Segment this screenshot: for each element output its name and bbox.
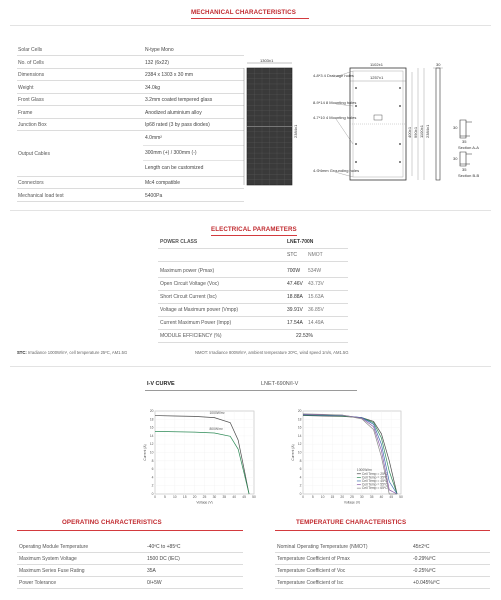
power-class-row: POWER CLASS LNET-700N — [158, 236, 348, 249]
electrical-title: ELECTRICAL PARAMETERS — [211, 226, 297, 233]
y-tick-label: 4 — [299, 475, 302, 480]
mech-row: Frame Anodized aluminium alloy — [17, 107, 244, 119]
ep-row: MODULE EFFICIENCY (%) 22.53% — [158, 330, 348, 343]
mech-row: No. of Cells 132 (6x22) — [17, 57, 244, 69]
y-tick-label: 4 — [151, 475, 154, 480]
dim-400: 400±1 — [407, 126, 412, 138]
x-axis-label: Voltage (V) — [343, 500, 361, 504]
iv-chart-irradiance — [143, 407, 258, 504]
dim-2384: 2384±1 — [425, 124, 430, 138]
cable-length: 300mm (+) / 300mm (-) — [145, 150, 197, 156]
y-tick-label: 20 — [149, 409, 154, 413]
mech-row: Solar Cells N-type Mono — [17, 44, 244, 56]
front-height-label: 2384±1 — [293, 124, 298, 138]
back-panel — [293, 62, 430, 180]
temp-row: Temperature Coefficient of Isc +0.045%/ºC — [275, 578, 490, 589]
temp-row: Temperature Coefficient of Voc -0.25%/ºC — [275, 566, 490, 577]
y-tick-label: 14 — [149, 433, 154, 438]
y-tick-label: 12 — [149, 442, 154, 447]
temp-row: Nominal Operating Temperature (NMOT) 45±2ºC — [275, 542, 490, 553]
x-tick-label: 35 — [222, 495, 227, 499]
operating-title-rule — [17, 530, 243, 531]
y-tick-label: 14 — [297, 433, 302, 438]
module-drawing — [240, 58, 490, 193]
x-tick-label: 25 — [202, 495, 207, 499]
svg-text:30: 30 — [453, 125, 458, 130]
y-tick-label: 16 — [297, 425, 302, 430]
y-tick-label: 6 — [151, 467, 154, 472]
iv-model: LNET-690N/I-V — [261, 381, 299, 387]
ep-row: Voltage at Maximum power (Vmpp) 39.91V 36.85V — [158, 304, 348, 317]
iv-header-rule — [145, 390, 357, 391]
mechanical-title: MECHANICAL CHARACTERISTICS — [191, 9, 296, 16]
x-tick-label: 5 — [163, 495, 166, 499]
y-tick-label: 6 — [299, 467, 302, 472]
mounting8-label: 8-9*14 8 Mounting holes — [313, 100, 357, 105]
x-tick-label: 0 — [302, 495, 304, 499]
mechanical-title-rule — [191, 18, 309, 19]
x-tick-label: 50 — [252, 495, 256, 499]
y-tick-label: 20 — [297, 409, 302, 413]
y-tick-label: 8 — [299, 458, 302, 463]
y-tick-label: 0 — [151, 492, 154, 496]
thickness-label: 30 — [436, 62, 441, 67]
ep-row: Maximum power (Pmax) 700W 534W — [158, 265, 348, 278]
y-tick-label: 10 — [297, 450, 302, 455]
op-row: Maximum Series Fuse Rating 35A — [17, 566, 243, 577]
temp-row: Temperature Coefficient of Pmax -0.29%/ºC — [275, 554, 490, 565]
stc-header-row: STC NMOT — [158, 249, 348, 262]
iv-chart-temperature — [291, 407, 405, 504]
x-tick-label: 25 — [350, 495, 354, 499]
section-b-label: Section B-B — [458, 173, 480, 178]
y-axis-label: Current (A) — [291, 444, 295, 461]
section-a-label: Section A-A — [458, 145, 479, 150]
series-label: 1000W/m² — [209, 411, 225, 416]
x-tick-label: 10 — [320, 495, 325, 499]
y-tick-label: 18 — [149, 417, 154, 422]
y-tick-label: 16 — [149, 425, 154, 430]
x-tick-label: 5 — [311, 495, 314, 499]
legend-header: 1000W/m² — [356, 467, 373, 472]
y-tick-label: 2 — [151, 483, 154, 488]
operating-title: OPERATING CHARACTERISTICS — [62, 519, 162, 526]
x-tick-label: 45 — [242, 495, 246, 499]
mech-row: Junction Box Ip68 rated (3 by pass diodes) — [17, 119, 244, 131]
y-axis-label: Current (A) — [143, 444, 147, 461]
y-tick-label: 0 — [299, 492, 302, 496]
mech-row: Dimensions 2384 x 1303 x 30 mm — [17, 69, 244, 81]
x-axis-label: Voltage (V) — [196, 500, 213, 504]
x-tick-label: 50 — [399, 495, 403, 499]
y-tick-label: 8 — [151, 458, 154, 463]
legend-entry: Cell Temp = 35ºC — [361, 475, 388, 480]
grounding-label: 4-Φ4mm Grounding holes — [313, 168, 360, 173]
x-tick-label: 0 — [154, 495, 156, 499]
dim-1100: 1100±1 — [419, 124, 424, 138]
front-panel — [244, 58, 292, 185]
section-a — [453, 120, 479, 150]
x-tick-label: 20 — [192, 495, 197, 499]
mech-row: Connectors Mc4 compatible — [17, 177, 244, 189]
x-tick-label: 30 — [212, 495, 217, 499]
y-tick-label: 18 — [297, 417, 302, 422]
x-tick-label: 15 — [330, 495, 335, 499]
stc-note: STC: Irradiance 1000W/m², cell temperature 25ºC, AM1.5G — [17, 350, 128, 355]
legend-entry: Cell Temp = 55ºC — [361, 482, 388, 487]
cable-note: Length can be customized — [145, 164, 204, 171]
x-tick-label: 45 — [389, 495, 394, 499]
front-width-label: 1303±1 — [260, 58, 274, 63]
cable-spec: 4.0mm² — [145, 134, 162, 141]
op-row: Power Tolerance 0/+5W — [17, 578, 243, 589]
svg-text:30: 30 — [453, 156, 458, 161]
inner-width-label: 1257±1 — [370, 75, 384, 80]
op-row: Maximum System Voltage 1500 DC (IEC) — [17, 554, 243, 565]
mounting4-label: 4-7*10 4 Mounting holes — [313, 115, 357, 120]
ep-row: Current Maximum Power (Impp) 17.54A 14.49A — [158, 317, 348, 330]
legend-entry: Cell Temp = 25ºC — [361, 471, 388, 476]
mech-divider — [10, 210, 491, 211]
nmot-note: NMOT: Irradiance 800W/m², ambient temperature 20ºC, wind speed 1m/s, AM1.5G — [195, 350, 349, 355]
drainage-label: 4-8*3 4 Drainage holes — [313, 73, 354, 78]
section-b — [453, 152, 479, 178]
op-row: Operating Module Temperature -40ºC to +85ºC — [17, 542, 243, 553]
y-tick-label: 10 — [149, 450, 154, 455]
mech-row: Front Glass 3.2mm coated tempered glass — [17, 94, 244, 106]
top-divider — [10, 25, 491, 26]
mech-row: Mechanical load test 5400Pa — [17, 190, 244, 202]
y-tick-label: 12 — [297, 442, 302, 447]
y-tick-label: 2 — [299, 483, 302, 488]
x-tick-label: 30 — [359, 495, 364, 499]
ep-row: Short Circuit Current (Isc) 18.88A 15.63A — [158, 291, 348, 304]
mech-row: Weight 34.0kg — [17, 82, 244, 94]
temperature-title-rule — [275, 530, 490, 531]
dim-990: 990±1 — [413, 126, 418, 138]
x-tick-label: 15 — [182, 495, 187, 499]
x-tick-label: 10 — [172, 495, 177, 499]
temperature-title: TEMPERATURE CHARACTERISTICS — [296, 519, 407, 526]
ep-row: Open Circuit Voltage (Voc) 47.46V 43.73V — [158, 278, 348, 291]
output-cables-row — [17, 132, 244, 177]
electrical-divider — [10, 366, 491, 367]
svg-text:35: 35 — [462, 139, 467, 144]
legend-entry: Cell Temp = 45ºC — [361, 478, 388, 483]
x-tick-label: 40 — [379, 495, 384, 499]
x-tick-label: 40 — [232, 495, 237, 499]
x-tick-label: 20 — [340, 495, 345, 499]
legend-entry: Cell Temp = 65ºC — [361, 486, 388, 491]
x-tick-label: 35 — [369, 495, 374, 499]
side-profile — [433, 62, 443, 180]
back-width-label: 1102±1 — [370, 62, 384, 67]
output-cables-label: Output Cables — [18, 150, 50, 157]
iv-title: I-V CURVE — [147, 381, 175, 387]
series-label: 800W/m² — [209, 426, 223, 431]
svg-text:35: 35 — [462, 167, 467, 172]
